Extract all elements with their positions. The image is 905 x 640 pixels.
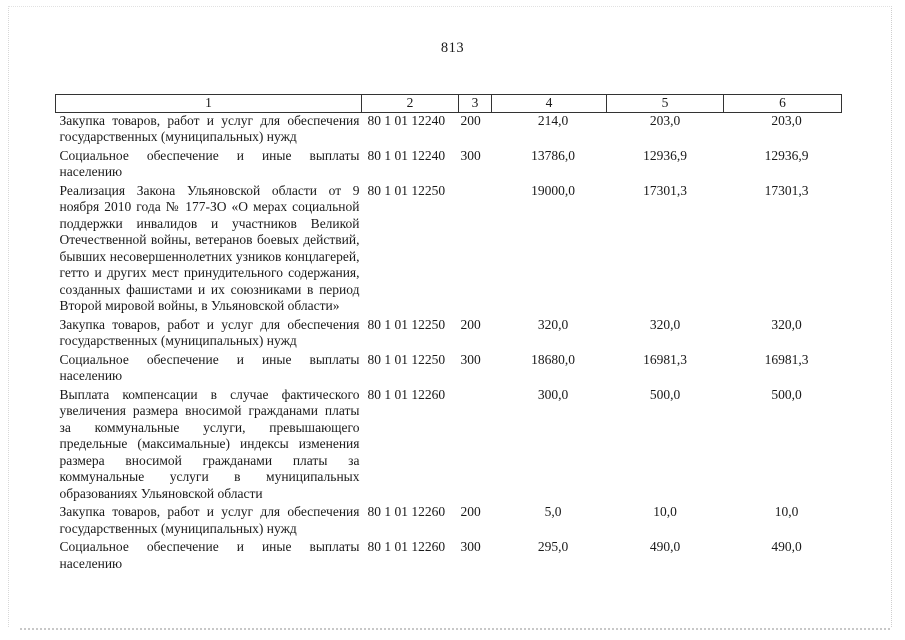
expense-type: 200	[460, 504, 481, 519]
column-header-5: 5	[607, 95, 724, 113]
table-row	[56, 352, 842, 387]
expense-type	[459, 387, 492, 505]
table-row	[56, 148, 842, 183]
expense-type: 300	[460, 147, 481, 163]
amount-col6: 203,0	[771, 112, 802, 128]
item-name: Выплата компенсации в случае фактического увеличения размера вносимой гражданами платы за коммунальные услуги, превышающего предельные (максимальные) индексы изменения размера вносимой гражданами платы за коммунальные услуги в муниципальных образованиях Ульяновской области	[59, 386, 360, 501]
amount-col5: 10,0	[653, 504, 677, 519]
expense-type: 200	[460, 316, 481, 332]
column-header-6: 6	[724, 95, 842, 113]
amount-col6: 320,0	[771, 316, 802, 332]
target-code: 80 1 01 12240	[367, 147, 446, 163]
amount-col4: 5,0	[544, 504, 562, 519]
item-name: Закупка товаров, работ и услуг для обеспечения государственных (муниципальных) нужд	[59, 316, 360, 348]
column-header-3: 3	[459, 95, 492, 113]
item-name: Социальное обеспечение и иные выплаты населению	[59, 351, 360, 383]
amount-col5: 500,0	[649, 386, 681, 402]
target-code: 80 1 01 12260	[367, 386, 446, 402]
header-row	[56, 95, 842, 113]
amount-col4: 18680,0	[531, 351, 575, 367]
expense-type: 300	[460, 539, 481, 554]
amount-col5: 12936,9	[643, 147, 687, 163]
column-header-1: 1	[56, 95, 362, 113]
target-code: 80 1 01 12260	[367, 504, 446, 519]
amount-col4: 320,0	[537, 316, 569, 332]
column-header-4: 4	[492, 95, 607, 113]
scan-edge-line	[20, 628, 890, 630]
table-row	[56, 112, 842, 148]
amount-col6: 17301,3	[764, 182, 809, 198]
expense-type	[459, 183, 492, 317]
table-row	[56, 387, 842, 505]
amount-col4: 295,0	[537, 539, 569, 554]
target-code: 80 1 01 12250	[367, 182, 446, 198]
amount-col4: 13786,0	[531, 147, 575, 163]
amount-col6: 10,0	[774, 504, 799, 519]
amount-col5: 203,0	[649, 112, 681, 128]
amount-col5: 16981,3	[643, 351, 687, 367]
amount-col6: 500,0	[771, 386, 802, 402]
amount-col4: 214,0	[537, 112, 569, 128]
target-code: 80 1 01 12260	[367, 539, 446, 554]
column-header-2: 2	[362, 95, 459, 113]
amount-col4: 300,0	[537, 386, 569, 402]
item-name: Социальное обеспечение и иные выплаты населению	[59, 539, 360, 571]
target-code: 80 1 01 12250	[367, 316, 446, 332]
budget-table	[55, 94, 842, 574]
amount-col5: 490,0	[649, 539, 681, 554]
item-name: Закупка товаров, работ и услуг для обеспечения государственных (муниципальных) нужд	[59, 504, 360, 536]
expense-type: 200	[460, 112, 481, 128]
amount-col6: 16981,3	[764, 351, 809, 367]
item-name: Реализация Закона Ульяновской области от 9 ноября 2010 года № 177-ЗО «О мерах социальной поддержки инвалидов и участников Великой Отечественной войны, ветеранов боевых действий, бывших несовершеннолетних узников концлагерей, гетто и других мест принудительного содержания, созданных фашистами и их союзниками в период Второй мировой войны, в Ульяновской области»	[59, 182, 360, 313]
amount-col6: 490,0	[771, 539, 802, 554]
item-name: Социальное обеспечение и иные выплаты населению	[59, 147, 360, 179]
amount-col6: 12936,9	[764, 147, 809, 163]
target-code: 80 1 01 12240	[367, 112, 446, 128]
page-number: 813	[440, 40, 465, 56]
expense-type: 300	[460, 351, 481, 367]
table-row	[56, 183, 842, 317]
target-code: 80 1 01 12250	[367, 351, 446, 367]
table-row	[56, 317, 842, 352]
amount-col4: 19000,0	[531, 182, 575, 198]
table-row	[56, 539, 842, 574]
amount-col5: 17301,3	[643, 182, 687, 198]
item-name: Закупка товаров, работ и услуг для обеспечения государственных (муниципальных) нужд	[59, 112, 360, 144]
table-row	[56, 504, 842, 539]
amount-col5: 320,0	[649, 316, 681, 332]
